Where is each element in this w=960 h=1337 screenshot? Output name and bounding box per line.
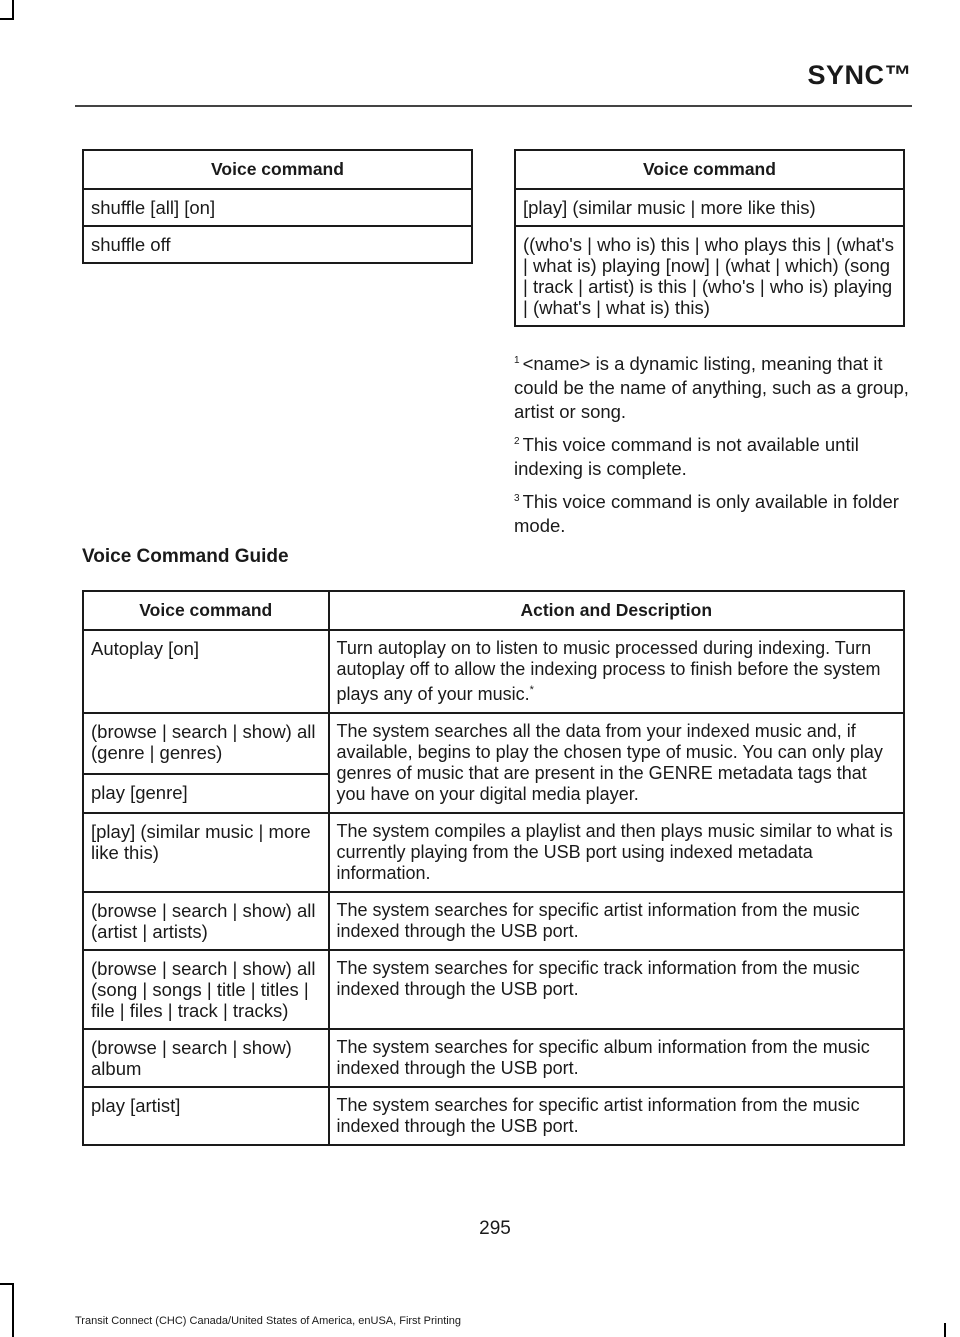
table-row bbox=[83, 813, 904, 892]
table-row bbox=[83, 950, 904, 1029]
action-cell: The system searches for specific album information from the music indexed through the USB port. bbox=[329, 1029, 904, 1087]
footnote-text: <name> is a dynamic listing, meaning that it could be the name of anything, such as a group, artist or song. bbox=[514, 353, 909, 423]
voice-command-table-right bbox=[514, 149, 905, 327]
page-number: 295 bbox=[479, 1218, 511, 1239]
table-row bbox=[83, 630, 904, 713]
footnote bbox=[514, 487, 909, 538]
crop-mark-bottom-left-v bbox=[12, 1283, 14, 1337]
action-cell bbox=[329, 630, 904, 713]
crop-mark-bottom-right-v bbox=[944, 1323, 946, 1337]
footer-text: Transit Connect (CHC) Canada/United States of America, enUSA, First Printing bbox=[75, 1315, 461, 1327]
command-cell: (browse | search | show) all (artist | artists) bbox=[83, 892, 329, 950]
action-cell: The system searches all the data from your indexed music and, if available, begins to play the chosen type of music. You can only play genres of music that are present in the GENRE metadata tags that you have on your digital media player. bbox=[329, 713, 904, 813]
voice-command-guide-table bbox=[82, 590, 905, 1146]
table-row bbox=[83, 1087, 904, 1145]
command-cell: (browse | search | show) all (genre | genres) bbox=[83, 713, 329, 774]
voice-command-table-left bbox=[82, 149, 473, 264]
table-row bbox=[83, 892, 904, 950]
footnote-mark: * bbox=[529, 684, 534, 696]
crop-mark-bottom-left-h bbox=[0, 1283, 14, 1285]
column-header-command: Voice command bbox=[83, 591, 329, 630]
footnote-text: This voice command is not available until indexing is complete. bbox=[514, 434, 859, 480]
header-rule bbox=[75, 105, 912, 107]
table-cell: shuffle off bbox=[83, 226, 472, 263]
action-cell: The system searches for specific artist information from the music indexed through the USB port. bbox=[329, 1087, 904, 1145]
footnote bbox=[514, 349, 909, 424]
command-cell: (browse | search | show) all (song | songs | title | titles | file | files | track | tracks) bbox=[83, 950, 329, 1029]
table-cell: shuffle [all] [on] bbox=[83, 189, 472, 226]
page-header-title: SYNC™ bbox=[807, 60, 912, 90]
table-header: Voice command bbox=[83, 150, 472, 189]
command-cell: [play] (similar music | more like this) bbox=[83, 813, 329, 892]
command-cell: play [artist] bbox=[83, 1087, 329, 1145]
footnotes bbox=[514, 349, 909, 544]
table-row bbox=[83, 1029, 904, 1087]
command-cell: (browse | search | show) album bbox=[83, 1029, 329, 1087]
column-header-action: Action and Description bbox=[329, 591, 904, 630]
footnote-text: This voice command is only available in folder mode. bbox=[514, 491, 899, 537]
action-text: Turn autoplay on to listen to music processed during indexing. Turn autoplay off to allow the indexing process to finish before the system plays any of your music. bbox=[336, 638, 881, 704]
footnote-mark: 3 bbox=[514, 493, 520, 505]
table-row bbox=[83, 713, 904, 774]
table-header: Voice command bbox=[515, 150, 904, 189]
footnote-mark: 1 bbox=[514, 355, 520, 366]
section-heading: Voice Command Guide bbox=[82, 546, 289, 567]
action-cell: The system searches for specific artist information from the music indexed through the USB port. bbox=[329, 892, 904, 950]
command-cell: Autoplay [on] bbox=[83, 630, 329, 713]
action-cell: The system compiles a playlist and then plays music similar to what is currently playing from the USB port using indexed metadata information. bbox=[329, 813, 904, 892]
crop-mark-top-left-v bbox=[12, 0, 14, 18]
action-cell: The system searches for specific track information from the music indexed through the USB port. bbox=[329, 950, 904, 1029]
footnote bbox=[514, 430, 909, 481]
table-cell: [play] (similar music | more like this) bbox=[515, 189, 904, 226]
table-cell: ((who's | who is) this | who plays this | (what's | what is) playing [now] | (what | which) (song | track | artist) is this | (who's | who is) playing | (what's | what is) this) bbox=[515, 226, 904, 326]
footnote-mark: 2 bbox=[514, 436, 520, 448]
command-cell: play [genre] bbox=[83, 774, 329, 813]
crop-mark-top-left-h bbox=[0, 18, 14, 20]
